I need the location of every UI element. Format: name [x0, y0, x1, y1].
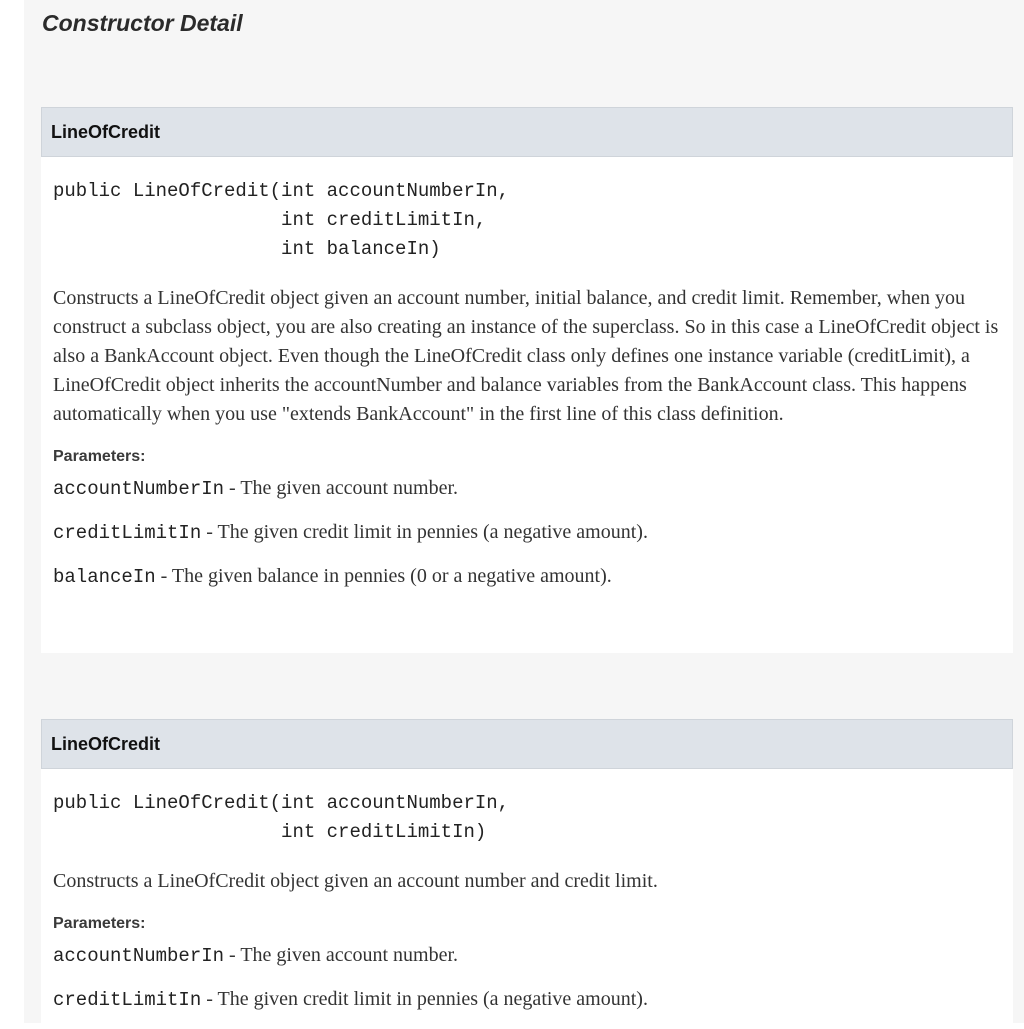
parameter-item: [53, 941, 1013, 971]
parameter-description: - The given account number.: [224, 944, 459, 966]
parameter-name: creditLimitIn: [53, 989, 202, 1011]
signature-line: int creditLimitIn): [53, 821, 487, 843]
constructor-signature: [53, 177, 1013, 264]
constructor-block: [41, 107, 1013, 653]
constructor-description: Constructs a LineOfCredit object given an account number, initial balance, and credit limit. Remember, when you construct a subclass object, you are also creating an instance of the superclass. So in this case a LineOfCredit object is also a BankAccount object. Even though the LineOfCredit class only defines one instance variable (creditLimit), a LineOfCredit object inherits the accountNumber and balance variables from the BankAccount class. This happens automatically when you use "extends BankAccount" in the first line of this class definition.: [53, 287, 999, 425]
signature-line: int creditLimitIn,: [53, 209, 487, 231]
section-title: Constructor Detail: [42, 10, 243, 36]
constructor-block: [41, 719, 1013, 1029]
parameters-label: Parameters:: [53, 915, 146, 932]
parameter-name: accountNumberIn: [53, 945, 225, 967]
parameter-description: - The given balance in pennies (0 or a negative amount).: [155, 565, 612, 587]
parameters-label: Parameters:: [53, 448, 146, 465]
parameters-list: [41, 941, 1013, 1015]
parameters-list: [41, 474, 1013, 592]
parameter-item: [53, 985, 1013, 1015]
parameter-description: - The given credit limit in pennies (a negative amount).: [201, 988, 648, 1010]
parameter-item: [53, 562, 1013, 592]
constructor-name-heading: LineOfCredit: [41, 719, 1013, 769]
constructor-name-heading: LineOfCredit: [41, 107, 1013, 157]
signature-line: public LineOfCredit(int accountNumberIn,: [53, 180, 510, 202]
parameter-description: - The given credit limit in pennies (a negative amount).: [201, 521, 648, 543]
signature-line: int balanceIn): [53, 238, 441, 260]
constructor-signature: [53, 789, 1013, 847]
parameter-name: accountNumberIn: [53, 478, 225, 500]
parameter-item: [53, 474, 1013, 504]
parameter-name: balanceIn: [53, 566, 156, 588]
constructor-description: Constructs a LineOfCredit object given an account number and credit limit.: [53, 870, 658, 892]
parameter-name: creditLimitIn: [53, 522, 202, 544]
constructor-detail-panel: [24, 0, 1024, 1023]
signature-line: public LineOfCredit(int accountNumberIn,: [53, 792, 510, 814]
parameter-item: [53, 518, 1013, 548]
parameter-description: - The given account number.: [224, 477, 459, 499]
